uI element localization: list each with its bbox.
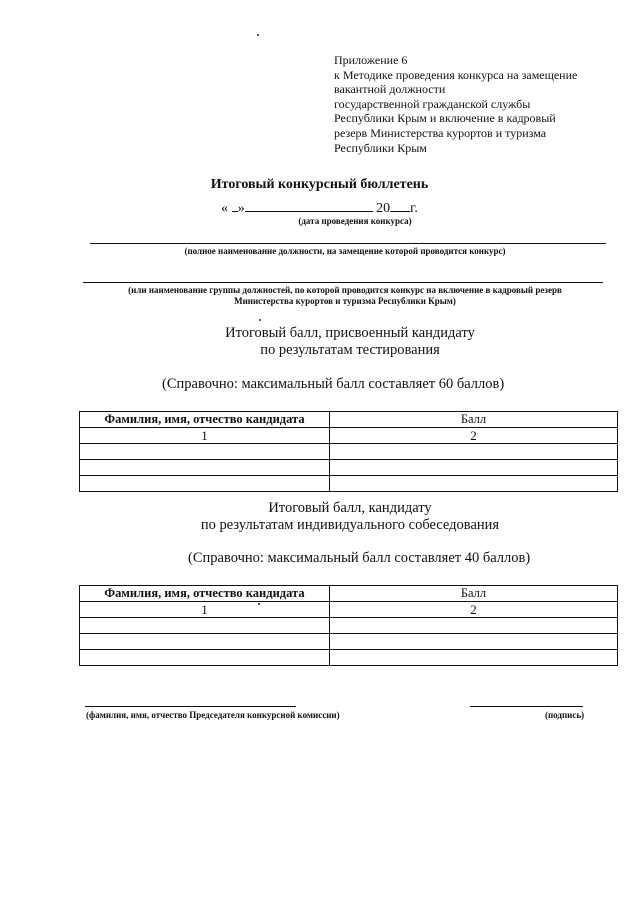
group-line: [83, 282, 603, 283]
table-row: [80, 650, 618, 666]
column-number-2: 2: [330, 428, 618, 444]
table-row: [80, 444, 618, 460]
appendix-line: к Методике проведения конкурса на замещение: [334, 67, 578, 82]
chair-caption: (фамилия, имя, отчество Председателя конкурсной комиссии): [86, 710, 340, 720]
section1-heading-line1: Итоговый балл, присвоенный кандидату: [225, 325, 475, 341]
score-cell[interactable]: [330, 634, 618, 650]
month-blank: [245, 199, 373, 212]
column-number-2: 2: [330, 602, 618, 618]
chair-name-line: [85, 706, 296, 707]
column-number-1: 1: [80, 428, 330, 444]
column-header-score: Балл: [330, 586, 618, 602]
candidate-cell[interactable]: [80, 460, 330, 476]
column-number-1: 1: [80, 602, 330, 618]
table-number-row: [80, 602, 618, 618]
table-row: [80, 618, 618, 634]
section1-heading-line2: по результатам тестирования: [260, 342, 440, 358]
position-line: [90, 243, 606, 244]
scan-dot: [259, 319, 261, 321]
score-cell[interactable]: [330, 476, 618, 492]
table-header-row: [80, 586, 618, 602]
appendix-line: Приложение 6: [334, 53, 408, 67]
group-caption-line2: Министерства курортов и туризма Республики Крым): [234, 296, 456, 306]
candidate-cell[interactable]: [80, 444, 330, 460]
year-prefix: 20: [376, 201, 391, 216]
candidate-cell[interactable]: [80, 618, 330, 634]
scan-dot: [257, 34, 259, 36]
date-caption: (дата проведения конкурса): [298, 216, 412, 226]
year-blank: [390, 199, 410, 212]
candidate-cell[interactable]: [80, 476, 330, 492]
document-title: Итоговый конкурсный бюллетень: [210, 177, 429, 192]
score-cell[interactable]: [330, 444, 618, 460]
appendix-line: резерв Министерства курортов и туризма: [334, 125, 547, 140]
section2-note: (Справочно: максимальный балл составляет 40 баллов): [188, 550, 531, 566]
year-suffix: г.: [410, 201, 418, 216]
column-header-score: Балл: [330, 412, 618, 428]
score-cell[interactable]: [330, 460, 618, 476]
table-number-row: [80, 428, 618, 444]
appendix-line: государственной гражданской службы: [334, 96, 531, 111]
signature-line: [470, 706, 583, 707]
section2-heading-line1: Итоговый балл, кандидату: [268, 500, 432, 516]
candidate-cell[interactable]: [80, 650, 330, 666]
section1-note: (Справочно: максимальный балл составляет 60 баллов): [162, 376, 505, 392]
candidate-cell[interactable]: [80, 634, 330, 650]
date-row: [0, 199, 639, 217]
table-row: [80, 476, 618, 492]
table-row: [80, 634, 618, 650]
column-header-candidate: Фамилия, имя, отчество кандидата: [80, 412, 330, 428]
signature-caption: (подпись): [545, 710, 585, 720]
appendix-line: Республики Крым: [334, 140, 427, 155]
table-row: [80, 460, 618, 476]
column-header-candidate: Фамилия, имя, отчество кандидата: [80, 586, 330, 602]
score-cell[interactable]: [330, 618, 618, 634]
section2-table: [79, 585, 618, 666]
quote-open: «: [221, 201, 229, 216]
appendix-line: Республики Крым и включение в кадровый: [334, 111, 556, 126]
appendix-header: [334, 53, 624, 155]
quote-close: »: [237, 201, 245, 216]
appendix-line: вакантной должности: [334, 82, 446, 97]
section2-heading-line2: по результатам индивидуального собеседования: [200, 517, 500, 533]
position-caption: (полное наименование должности, на замещение которой проводится конкурс): [184, 246, 506, 256]
score-cell[interactable]: [330, 650, 618, 666]
table-header-row: [80, 412, 618, 428]
group-caption-line1: (или наименование группы должностей, по которой проводится конкурс на включение в кадровый резерв: [128, 285, 562, 295]
section1-table: [79, 411, 618, 492]
